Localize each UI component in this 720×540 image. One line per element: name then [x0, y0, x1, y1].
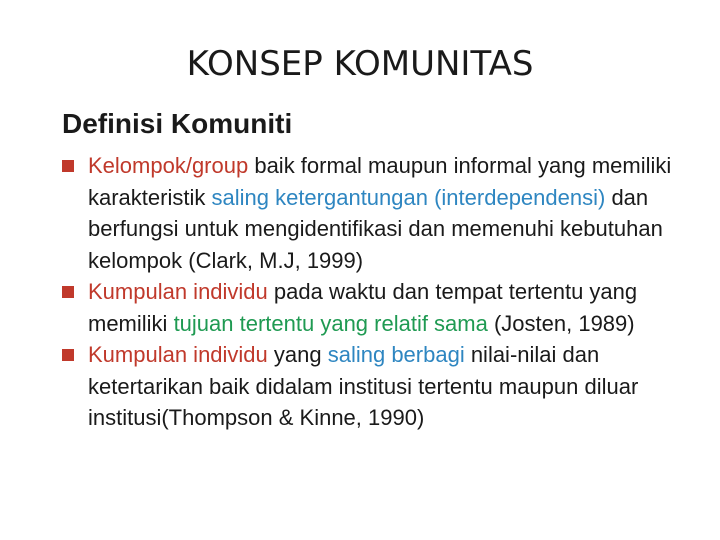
square-bullet-icon — [62, 160, 74, 172]
bullet-2-highlight: tujuan tertentu yang relatif sama — [173, 310, 488, 336]
bullet-3-term: Kumpulan individu — [88, 342, 268, 367]
bullet-2-text-b: (Josten, 1989) — [487, 310, 635, 336]
bullet-item-2 — [62, 276, 702, 339]
bullet-3-text-a: yang — [267, 342, 328, 367]
bullet-1-highlight: saling ketergantungan (interdependensi) — [211, 184, 606, 210]
bullet-item-1 — [62, 150, 702, 276]
bullet-3-highlight: saling berbagi — [327, 342, 465, 367]
bullet-1-term: Kelompok/group — [88, 153, 249, 178]
slide-title: KONSEP KOMUNITAS — [186, 44, 534, 84]
bullet-item-3 — [62, 339, 702, 434]
bullet-1-text-b: dan berfungsi untuk mengidentifikasi dan memenuhi kebutuhan kelompok (Clark, M.J, 1999) — [88, 184, 663, 273]
square-bullet-icon — [62, 286, 74, 298]
bullet-list — [62, 150, 702, 434]
bullet-2-term: Kumpulan individu — [88, 279, 268, 304]
square-bullet-icon — [62, 349, 74, 361]
bullet-2-text-a: pada waktu dan tempat tertentu yang memiliki — [88, 279, 638, 336]
bullet-1-text-a: baik formal maupun informal yang memiliki karakteristik — [88, 153, 672, 210]
bullet-3-text-b: nilai-nilai dan ketertarikan baik didalam institusi tertentu maupun diluar institusi(Thompson & Kinne, 1990) — [88, 342, 639, 430]
slide-subtitle: Definisi Komuniti — [62, 108, 293, 139]
